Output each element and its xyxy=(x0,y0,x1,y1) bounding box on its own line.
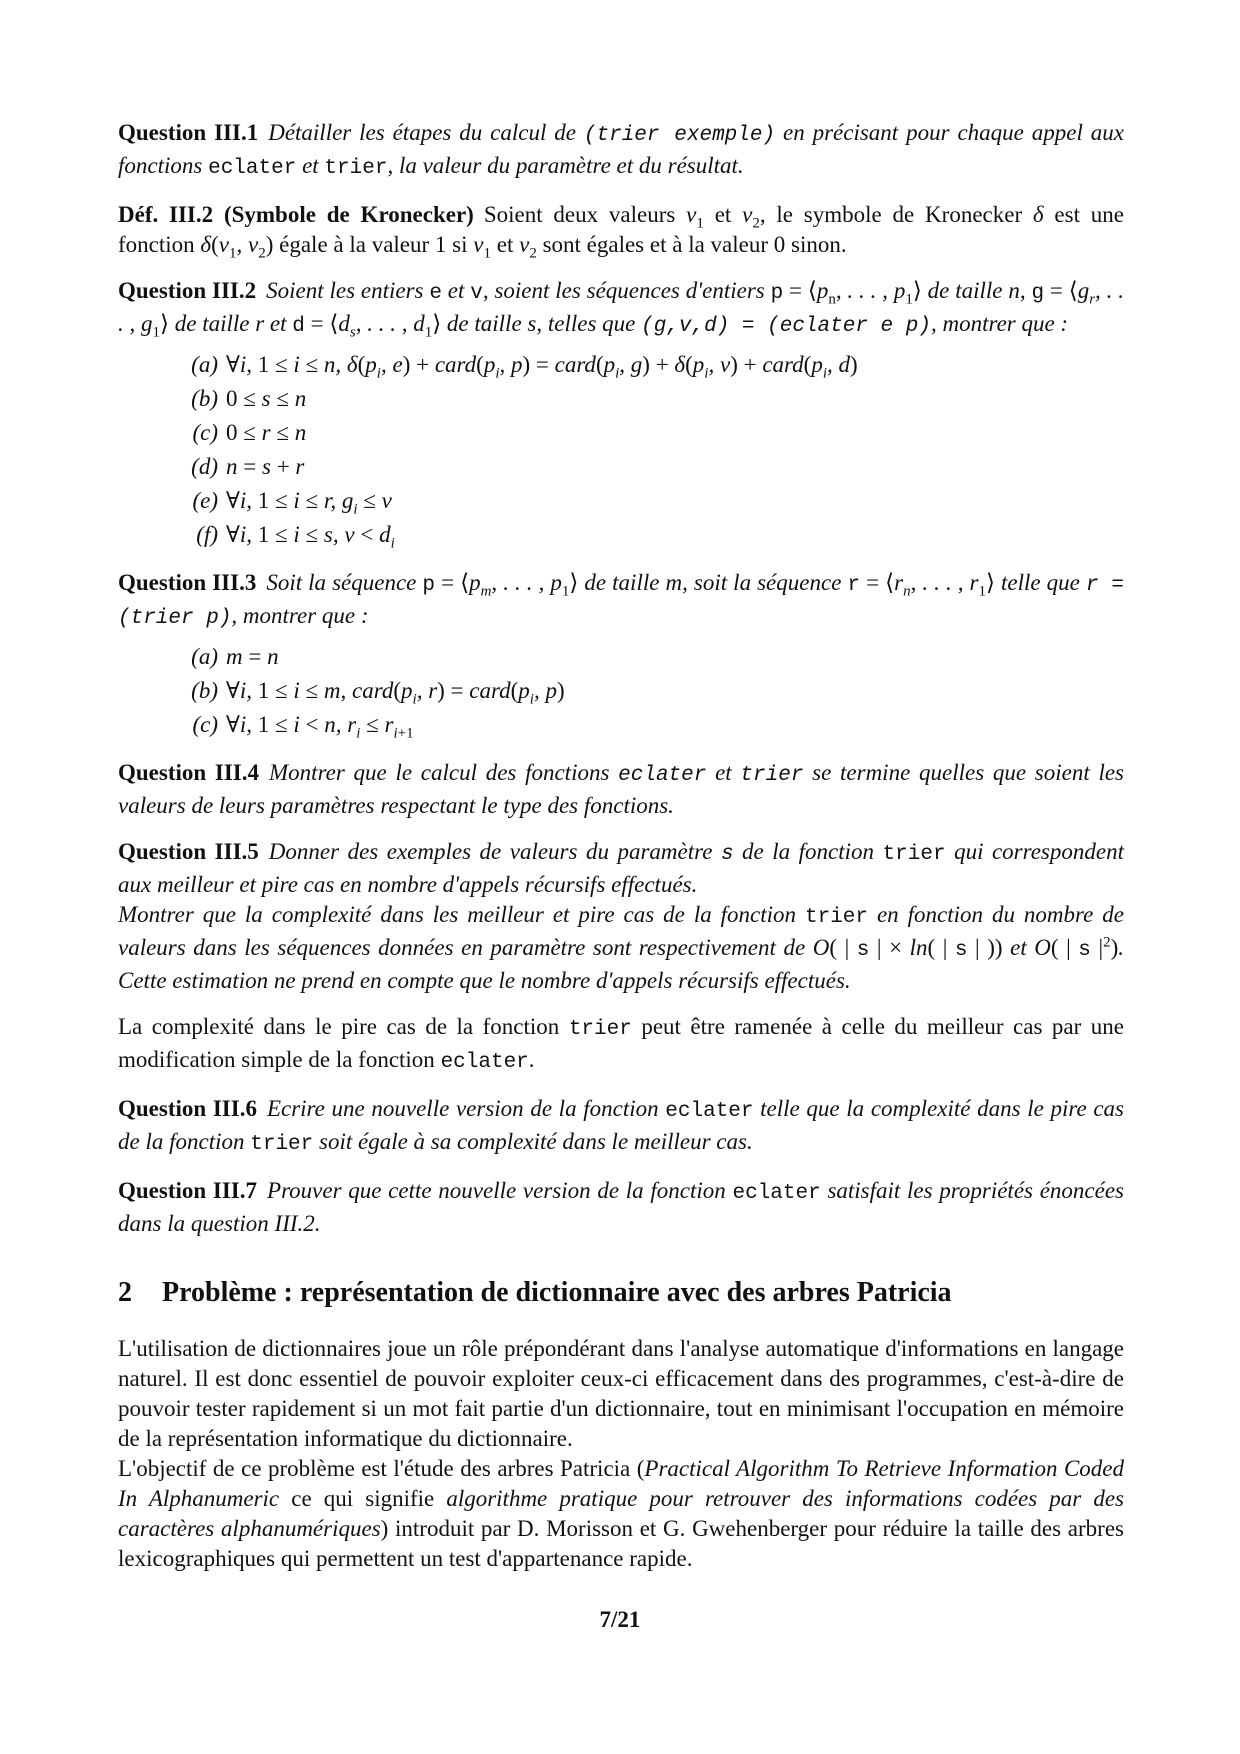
text: L'objectif de ce problème est l'étude des arbres Patricia ( xyxy=(118,1456,645,1482)
text: . xyxy=(528,1047,535,1072)
code: g xyxy=(1031,282,1045,305)
code: r xyxy=(847,574,861,597)
text: est une fonction xyxy=(118,202,1124,257)
section-intro xyxy=(118,1334,1124,1574)
text: , telles que xyxy=(536,311,642,336)
math: $v_1$ xyxy=(686,202,704,232)
code: s xyxy=(720,843,734,866)
question-label: Question III.2 xyxy=(118,278,257,303)
code: trier xyxy=(568,1018,632,1041)
text: peut être ramenée à celle du meilleur cas par une modification simple de la fonction xyxy=(118,1014,1124,1072)
code: trier xyxy=(250,1133,314,1156)
text: qui correspondent aux meilleur et pire cas en nombre d'appels récursifs effectués. xyxy=(118,839,1124,897)
text: Montrer que la complexité dans les meilleur et pire cas de la fonction xyxy=(118,902,805,927)
code: trier xyxy=(324,157,388,180)
question-label: Question III.3 xyxy=(118,570,257,595)
text: en fonction du nombre de valeurs dans les séquences données en paramètre sont respectivement de xyxy=(118,902,1124,960)
text: , montrer que : xyxy=(231,603,369,628)
code: p xyxy=(770,282,784,305)
question-iii-5 xyxy=(118,837,1124,996)
section-number: 2 xyxy=(118,1277,132,1308)
text: Montrer que le calcul des fonctions xyxy=(269,760,619,785)
text: et xyxy=(491,232,520,257)
text: Ecrire une nouvelle version de la fonction xyxy=(266,1096,666,1121)
list-item: (d) n = s + r xyxy=(191,454,305,479)
text: Prouver que cette nouvelle version de la fonction xyxy=(267,1178,733,1203)
list-item: (c) ∀i, 1 ≤ i < n, $r_i \le r_{i+1}$ xyxy=(192,712,414,742)
text: et xyxy=(703,202,743,227)
text: de taille xyxy=(168,311,256,336)
text: satisfait les propriétés énoncées dans la question III.2. xyxy=(118,1178,1124,1236)
code: eclater xyxy=(665,1100,754,1123)
text: Soit la séquence xyxy=(266,570,423,595)
code: trier xyxy=(805,906,869,929)
intro-paragraph: L'utilisation de dictionnaires joue un rôle prépondérant dans l'analyse automatique d'informations en langage naturel. Il est donc essentiel de pouvoir exploiter ceux-ci efficacement dans des programmes, c'est-à-dire de pouvoir tester rapidement si un mot fait partie d'un dictionnaire, tout en minimisant l'occupation en mémoire de la représentation informatique du dictionnaire. xyxy=(118,1336,1124,1452)
code: trier xyxy=(882,843,946,866)
text: La complexité dans le pire cas de la fonction xyxy=(118,1014,569,1039)
code: d xyxy=(292,315,305,338)
text: se termine quelles que soient les valeurs de leurs paramètres respectant le type des fonctions. xyxy=(118,760,1124,818)
text: soit égale à sa complexité dans le meilleur cas. xyxy=(313,1129,753,1154)
question-iii-7 xyxy=(118,1176,1124,1239)
text: et xyxy=(296,153,325,178)
text: , soient les séquences d'entiers xyxy=(482,278,771,303)
section-heading xyxy=(118,1275,1124,1311)
code: p xyxy=(422,574,436,597)
list-item: (a) ∀i, 1 ≤ i ≤ n, $\delta(p_i$, $e) + card(p_i$, $p) = card(p_i$, $g) + \delta(p_i$, $v) + card(p_i$, d) xyxy=(191,352,858,382)
page-number: 7/21 xyxy=(599,1607,641,1632)
text: et xyxy=(706,760,741,785)
question-iii-2: Question III.2 Soient les entiers e et v, soient les séquences d'entiers $p = ⟨p_n$, . . . , $p_1⟩$ de taille n, $g = ⟨g_r$, . . . , $g_1⟩$ de taille r et $d = ⟨d_s$, . . . , $d_1⟩$ de taille s, telles que (g,v,d) = (eclater e p), montrer que : (a) ∀i, 1 ≤ i ≤ n, $\delta(p_i$, $e) + card(p_i$, $p) = card(p_i$, $g) + \delta(p_i$, $v) + card(p_i$, d) (b) 0 ≤ s ≤ n (c) 0 ≤ r ≤ n (d) n = s + r (e) ∀i, 1 ≤ i ≤ r, $g_i \le v$ (f) ∀i, 1 ≤ i ≤ s, $v < d_i$ xyxy=(118,278,1124,552)
question-label: Question III.1 xyxy=(118,120,259,145)
list-item: (b) ∀i, 1 ≤ i ≤ m, $card(p_i$, $r) = card(p_i$, p) xyxy=(191,678,565,708)
text: de la fonction xyxy=(733,839,883,864)
question-iii-4 xyxy=(118,758,1124,821)
text: Soient deux valeurs xyxy=(483,202,687,227)
text: telle que xyxy=(994,570,1086,595)
text: Practical Algorithm To Retrieve Information Coded In Alphanumeric xyxy=(118,1456,1124,1512)
text: et xyxy=(264,311,293,336)
text: telle que la complexité dans le pire cas de la fonction xyxy=(118,1096,1124,1154)
list-item: (c) 0 ≤ r ≤ n xyxy=(192,420,307,445)
code: r = (trier p) xyxy=(118,574,1125,630)
text: de taille xyxy=(921,278,1009,303)
text: , soit la séquence xyxy=(682,570,848,595)
question-label: Question III.7 xyxy=(118,1178,258,1203)
text: et xyxy=(1002,935,1035,960)
definition-kronecker xyxy=(118,200,1124,260)
math: O( | s $|^2$) xyxy=(1034,934,1119,962)
text: , le symbole de Kronecker xyxy=(759,202,1033,227)
text: en précisant pour chaque appel aux fonctions xyxy=(118,120,1124,178)
text: Soient les entiers xyxy=(266,278,430,303)
code: eclater xyxy=(208,157,297,180)
question-iii-3: Question III.3 Soit la séquence $p = ⟨p_m$, . . . , $p_1⟩$ de taille m, soit la séquence $r = ⟨r_n$, . . . , $r_1⟩$ telle que r = (trier p), montrer que : (a) m = n (b) ∀i, 1 ≤ i ≤ m, $card(p_i$, $r) = card(p_i$, p) (c) ∀i, 1 ≤ i < n, $r_i \le r_{i+1}$ xyxy=(118,570,1125,742)
code: (trier exemple) xyxy=(583,124,776,147)
list-item: (e) ∀i, 1 ≤ i ≤ r, $g_i \le v$ xyxy=(192,488,392,518)
intro-paragraph xyxy=(118,1454,1124,1574)
code: trier xyxy=(740,764,804,787)
question-label: Question III.5 xyxy=(118,839,259,864)
text: , montrer que : xyxy=(930,311,1069,336)
question-iii-6 xyxy=(118,1094,1124,1160)
math: $v_2$ xyxy=(519,232,537,262)
text: de taille xyxy=(578,570,666,595)
property-list xyxy=(118,640,1124,742)
code: eclater xyxy=(440,1051,529,1074)
math: $v_1$ xyxy=(473,232,491,262)
text: algorithme pratique pour retrouver des informations codées par des caractères alphanumériques xyxy=(118,1486,1124,1542)
property-list xyxy=(118,348,1124,552)
text: . Cette estimation ne prend en compte que le nombre d'appels récursifs effectués. xyxy=(118,935,1124,993)
text: sont égales et à la valeur 0 sinon. xyxy=(536,232,847,257)
text: ) introduit par D. Morisson et G. Gwehenberger pour réduire la taille des arbres lexicographiques qui permettent un test d'appartenance rapide. xyxy=(118,1516,1124,1572)
math: δ xyxy=(1032,202,1044,227)
text: Donner des exemples de valeurs du paramètre xyxy=(268,839,721,864)
list-item: (a) m = n xyxy=(191,644,279,669)
text: égale à la valeur 1 si xyxy=(273,232,474,257)
complexity-paragraph xyxy=(118,1012,1124,1078)
document-page xyxy=(118,118,1124,1574)
text: Détailler les étapes du calcul de xyxy=(268,120,584,145)
list-item: (f) ∀i, 1 ≤ i ≤ s, $v < d_i$ xyxy=(196,522,395,552)
question-iii-1 xyxy=(118,118,1124,184)
text: et xyxy=(441,278,471,303)
definition-label: Déf. III.2 (Symbole de Kronecker) xyxy=(118,202,474,227)
code: eclater xyxy=(618,764,707,787)
math: $v_2$ xyxy=(742,202,760,232)
math: O( | s | × ln( | s | )) xyxy=(812,935,1003,962)
question-label: Question III.4 xyxy=(118,760,260,785)
text: , la valeur du paramètre et du résultat. xyxy=(387,153,744,178)
text: de taille xyxy=(441,311,528,336)
text: ce qui signifie xyxy=(279,1486,447,1512)
code: (g,v,d) = (eclater e p) xyxy=(641,315,931,338)
code: e xyxy=(429,282,442,305)
math: $\delta(v_1$, $v_2$) xyxy=(200,232,274,262)
question-label: Question III.6 xyxy=(118,1096,257,1121)
section-title: Problème : représentation de dictionnaire avec des arbres Patricia xyxy=(162,1277,952,1308)
list-item: (b) 0 ≤ s ≤ n xyxy=(191,386,307,411)
code: eclater xyxy=(732,1182,821,1205)
code: v xyxy=(470,282,483,305)
